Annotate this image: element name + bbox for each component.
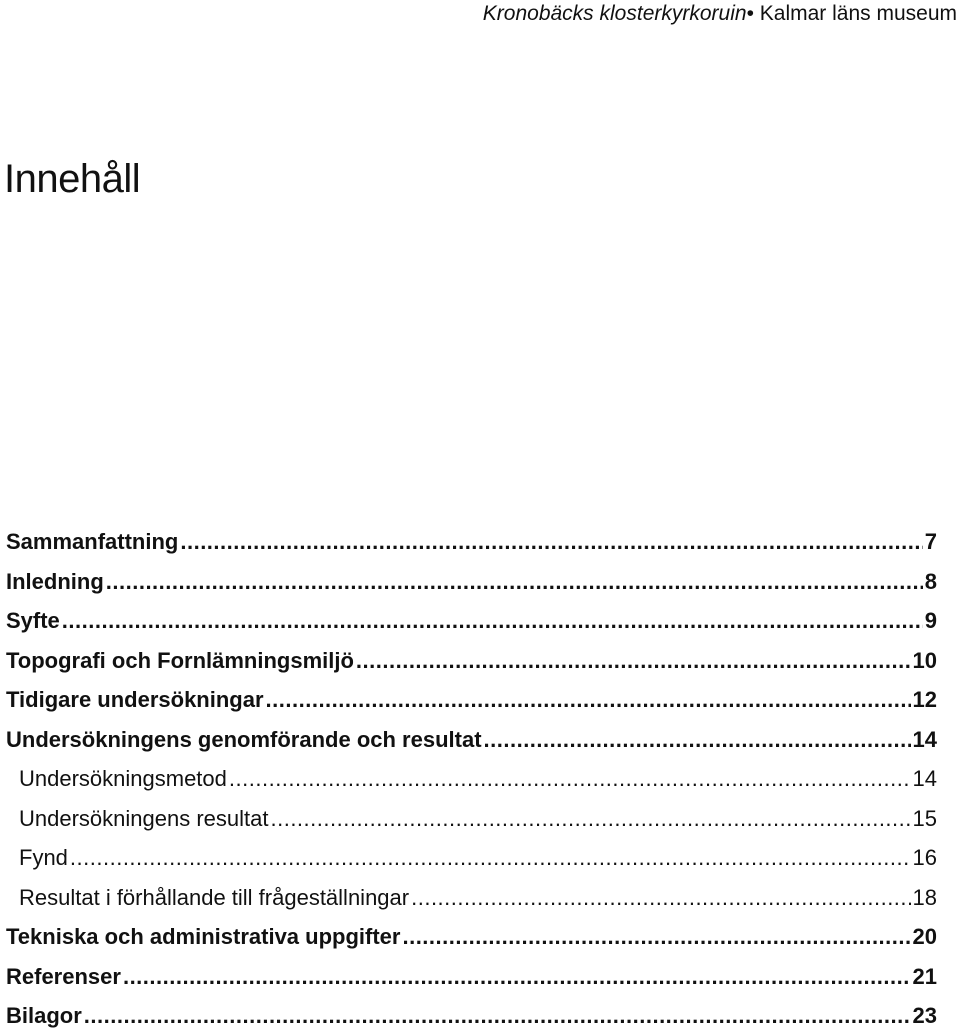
toc-entry-label: Undersökningsmetod bbox=[19, 766, 227, 791]
toc-entry-page-number: 7 bbox=[924, 529, 937, 554]
toc-entry[interactable] bbox=[6, 680, 937, 720]
toc-entry-label: Topografi och Fornlämningsmiljö bbox=[6, 647, 354, 673]
toc-entry-page-number: 12 bbox=[912, 687, 937, 712]
toc-entry-label: Undersökningens genomförande och resultat bbox=[6, 726, 482, 752]
toc-entry[interactable] bbox=[6, 917, 937, 957]
toc-entry[interactable] bbox=[6, 522, 937, 562]
toc-entry[interactable] bbox=[6, 720, 937, 760]
toc-dot-leader bbox=[180, 522, 922, 562]
toc-entry-page-number: 18 bbox=[912, 884, 937, 910]
header-publisher: Kalmar läns museum bbox=[759, 2, 957, 25]
toc-entry-page-number: 23 bbox=[912, 1003, 937, 1028]
toc-entry-label: Undersökningens resultat bbox=[19, 805, 269, 831]
toc-dot-leader bbox=[62, 601, 923, 641]
toc-entry-page-number: 14 bbox=[912, 726, 937, 752]
toc-entry[interactable] bbox=[6, 601, 937, 641]
toc-entry-page-number: 14 bbox=[912, 766, 937, 791]
toc-entry[interactable] bbox=[6, 799, 937, 839]
toc-entry-label: Tekniska och administrativa uppgifter bbox=[6, 924, 401, 949]
table-of-contents bbox=[6, 522, 937, 1036]
toc-entry-label: Tidigare undersökningar bbox=[6, 687, 264, 712]
toc-dot-leader bbox=[84, 996, 911, 1036]
toc-entry[interactable] bbox=[6, 957, 937, 997]
toc-dot-leader bbox=[123, 957, 911, 997]
toc-entry[interactable] bbox=[6, 878, 937, 918]
toc-dot-leader bbox=[70, 838, 911, 878]
toc-entry[interactable] bbox=[6, 996, 937, 1036]
toc-entry-label: Resultat i förhållande till frågeställningar bbox=[19, 884, 410, 910]
toc-entry-page-number: 9 bbox=[924, 608, 937, 633]
page-title: Innehåll bbox=[4, 157, 141, 201]
toc-entry-label: Inledning bbox=[6, 568, 104, 594]
toc-entry-label: Bilagor bbox=[6, 1003, 82, 1028]
toc-dot-leader bbox=[229, 759, 911, 799]
toc-entry-page-number: 16 bbox=[912, 845, 937, 870]
toc-dot-leader bbox=[356, 641, 911, 681]
toc-entry-page-number: 8 bbox=[924, 568, 937, 594]
header-document-title: Kronobäcks klosterkyrkoruin bbox=[482, 2, 747, 25]
toc-dot-leader bbox=[270, 799, 910, 839]
toc-entry[interactable] bbox=[6, 641, 937, 681]
toc-entry[interactable] bbox=[6, 562, 937, 602]
toc-entry-label: Syfte bbox=[6, 608, 60, 633]
toc-entry-label: Fynd bbox=[19, 845, 68, 870]
toc-entry-label: Referenser bbox=[6, 963, 121, 989]
toc-entry-label: Sammanfattning bbox=[6, 529, 179, 554]
toc-dot-leader bbox=[411, 878, 910, 918]
toc-entry-page-number: 15 bbox=[912, 805, 937, 831]
header-separator: • bbox=[746, 2, 754, 25]
running-header bbox=[483, 2, 957, 26]
toc-entry-page-number: 20 bbox=[912, 924, 937, 949]
toc-entry[interactable] bbox=[6, 838, 937, 878]
toc-entry-page-number: 21 bbox=[912, 963, 937, 989]
toc-dot-leader bbox=[266, 680, 911, 720]
toc-dot-leader bbox=[402, 917, 910, 957]
toc-entry[interactable] bbox=[6, 759, 937, 799]
toc-dot-leader bbox=[106, 562, 923, 602]
toc-entry-page-number: 10 bbox=[912, 647, 937, 673]
toc-dot-leader bbox=[484, 720, 911, 760]
